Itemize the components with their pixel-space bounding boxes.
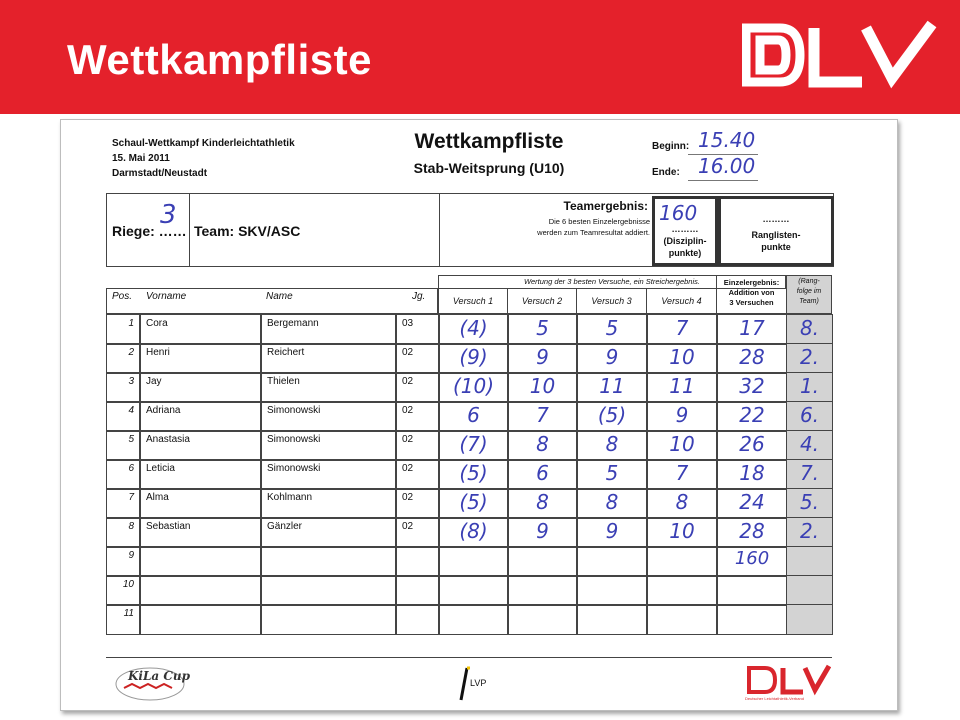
svg-text:KiLa Cup: KiLa Cup [128, 669, 190, 683]
table-cell-vorname [139, 401, 262, 432]
cell-text-pos: 2 [128, 347, 134, 358]
table-cell-jg [395, 401, 440, 432]
col-name: Name [266, 291, 293, 302]
handwritten-cell-text-v1: (7) [459, 432, 488, 456]
handwritten-cell-text-rank: 6. [799, 403, 820, 427]
handwritten-cell-text-rank: 7. [799, 461, 820, 485]
table-cell-rank [786, 401, 833, 432]
col-einzel-cell [716, 275, 787, 314]
cell-text-name: Kohlmann [267, 492, 313, 503]
col-einzel: Addition von [728, 288, 775, 297]
ranglistenpunkte-label: punkte [761, 242, 791, 252]
disziplinpunkte-label: punkte) [668, 248, 702, 258]
cell-text-pos: 3 [128, 376, 134, 387]
cell-text-jg: 03 [402, 318, 414, 329]
table-cell-v2 [507, 604, 578, 635]
handwritten-cell-text-sum: 26 [739, 432, 765, 456]
table-cell-v4 [646, 401, 718, 432]
table-cell-v3 [576, 575, 648, 606]
table-cell-rank [786, 459, 833, 490]
cell-text-pos: 8 [128, 521, 134, 532]
handwritten-cell-text-v1: (5) [459, 490, 488, 514]
dlv-logo [742, 20, 938, 90]
handwritten-cell-text-v3: 5 [605, 316, 619, 340]
cell-text-pos: 4 [128, 405, 134, 416]
event-location: Darmstadt/Neustadt [112, 168, 208, 179]
table-cell-sum [716, 459, 788, 490]
table-cell-v4 [646, 430, 718, 461]
cell-text-vorname: Anastasia [146, 434, 190, 445]
table-cell-jg [395, 517, 440, 548]
table-cell-sum [716, 430, 788, 461]
begin-label: Beginn: [652, 141, 690, 152]
cell-text-vorname: Cora [146, 318, 168, 329]
handwritten-cell-text-rank: 8. [799, 316, 820, 340]
teamergebnis-title: Teamergebnis: [563, 199, 648, 213]
begin-value: 15.40 [698, 128, 756, 152]
table-cell-vorname [139, 372, 262, 403]
table-cell-pos [106, 430, 141, 461]
cell-text-vorname: Jay [146, 376, 162, 387]
table-cell-rank [786, 575, 833, 606]
table-cell-v3 [576, 372, 648, 403]
table-cell-v3 [576, 459, 648, 490]
table-cell-v1 [438, 343, 509, 374]
table-cell-vorname [139, 343, 262, 374]
table-cell-sum [716, 343, 788, 374]
table-cell-pos [106, 546, 141, 577]
handwritten-cell-text-v3: 5 [605, 461, 619, 485]
end-label: Ende: [652, 167, 680, 178]
handwritten-cell-text-v3: 9 [605, 345, 619, 369]
table-cell-rank [786, 604, 833, 635]
disziplinpunkte-dots: ……… [671, 224, 699, 234]
table-cell-v1 [438, 401, 509, 432]
handwritten-cell-text-v1: (10) [452, 374, 495, 398]
cell-text-pos: 11 [123, 608, 134, 619]
event-date: 15. Mai 2011 [112, 153, 170, 164]
handwritten-cell-text-v2: 7 [536, 403, 549, 427]
sheet-title: Wettkampfliste [414, 130, 564, 153]
cell-text-pos: 9 [128, 550, 134, 561]
handwritten-cell-text-sum: 32 [739, 374, 765, 398]
cell-text-name: Thielen [267, 376, 300, 387]
table-cell-v4 [646, 372, 718, 403]
table-cell-v2 [507, 488, 578, 519]
table-cell-vorname [139, 314, 262, 345]
teamergebnis-note-line: Die 6 besten Einzelergebnisse [548, 217, 650, 226]
handwritten-cell-text-rank: 5. [799, 490, 820, 514]
handwritten-cell-text-sum: 22 [739, 403, 765, 427]
cell-text-vorname: Alma [146, 492, 169, 503]
table-cell-v1 [438, 604, 509, 635]
handwritten-cell-text-v1: (9) [459, 345, 488, 369]
cell-text-name: Reichert [267, 347, 305, 358]
cell-text-vorname: Sebastian [146, 521, 191, 532]
handwritten-cell-text-v2: 8 [536, 490, 549, 514]
table-cell-sum [716, 546, 788, 577]
handwritten-cell-text-sum: 28 [739, 519, 765, 543]
cell-text-jg: 02 [402, 434, 414, 445]
handwritten-cell-text-v4: 10 [669, 519, 695, 543]
table-cell-rank [786, 372, 833, 403]
handwritten-cell-text-sum: 18 [739, 461, 765, 485]
handwritten-cell-text-v2: 5 [536, 316, 549, 340]
handwritten-cell-text-v2: 9 [536, 345, 549, 369]
table-cell-rank [786, 546, 833, 577]
handwritten-cell-text-rank: 2. [799, 519, 820, 543]
table-cell-v1 [438, 546, 509, 577]
table-cell-v3 [576, 430, 648, 461]
table-cell-pos [106, 604, 141, 635]
cell-text-name: Gänzler [267, 521, 303, 532]
table-cell-v2 [507, 372, 578, 403]
table-cell-name [260, 372, 397, 403]
table-cell-rank [786, 430, 833, 461]
wertung-header: Wertung der 3 besten Versuche, ein Streichergebnis. [524, 277, 700, 286]
col-vorname: Vorname [146, 291, 187, 302]
col-rang: folge im [796, 288, 822, 295]
handwritten-cell-text-v4: 10 [669, 432, 695, 456]
cell-text-name: Simonowski [267, 463, 321, 474]
col-einzel: 3 Versuchen [729, 298, 774, 307]
table-cell-jg [395, 314, 440, 345]
table-cell-vorname [139, 459, 262, 490]
handwritten-cell-text-rank: 4. [799, 432, 820, 456]
svg-text:LVP: LVP [470, 678, 487, 688]
handwritten-cell-text-rank: 1. [799, 374, 820, 398]
handwritten-cell-text-sum: 160 [734, 548, 770, 569]
col-v4-cell [646, 288, 717, 314]
table-cell-name [260, 488, 397, 519]
cell-text-name: Simonowski [267, 405, 321, 416]
cell-text-jg: 02 [402, 521, 414, 532]
table-cell-v2 [507, 546, 578, 577]
footer-divider [106, 657, 832, 658]
disziplinpunkte-label: (Disziplin- [663, 236, 707, 246]
table-cell-v3 [576, 517, 648, 548]
handwritten-cell-text-v1: (5) [459, 461, 488, 485]
handwritten-cell-text-sum: 17 [739, 316, 765, 340]
handwritten-cell-text-v3: 11 [599, 374, 625, 398]
table-cell-v4 [646, 459, 718, 490]
table-cell-v2 [507, 459, 578, 490]
handwritten-cell-text-v2: 10 [529, 374, 556, 398]
col-rang: Team) [799, 298, 819, 305]
cell-text-pos: 10 [122, 579, 134, 590]
table-cell-v2 [507, 517, 578, 548]
event-info [112, 136, 295, 181]
table-cell-pos [106, 488, 141, 519]
table-cell-v2 [507, 575, 578, 606]
handwritten-cell-text-v2: 8 [536, 432, 549, 456]
table-cell-jg [395, 488, 440, 519]
table-cell-v3 [576, 401, 648, 432]
table-cell-v3 [576, 314, 648, 345]
table-cell-rank [786, 488, 833, 519]
col-rang: (Rang- [798, 278, 820, 285]
table-cell-v2 [507, 314, 578, 345]
handwritten-cell-text-sum: 28 [739, 345, 765, 369]
col-rang-cell [786, 275, 832, 314]
table-cell-v3 [576, 343, 648, 374]
handwritten-cell-text-v1: (8) [459, 519, 488, 543]
cell-text-pos: 5 [128, 434, 134, 445]
table-cell-jg [395, 459, 440, 490]
teamergebnis-note [500, 216, 650, 238]
table-cell-rank [786, 517, 833, 548]
table-cell-v4 [646, 604, 718, 635]
cell-text-pos: 7 [128, 492, 134, 503]
handwritten-cell-text-v3: (5) [597, 403, 627, 427]
table-cell-sum [716, 575, 788, 606]
sheet-subtitle: Stab-Weitsprung (U10) [413, 160, 565, 176]
table-cell-v4 [646, 343, 718, 374]
table-cell-name [260, 314, 397, 345]
handwritten-cell-text-v2: 9 [536, 519, 549, 543]
table-cell-sum [716, 401, 788, 432]
cell-text-name: Bergemann [267, 318, 319, 329]
table-cell-jg [395, 343, 440, 374]
handwritten-cell-text-v3: 8 [605, 432, 619, 456]
table-cell-pos [106, 372, 141, 403]
end-value: 16.00 [698, 154, 756, 178]
teamergebnis-note-line: werden zum Teamresultat addiert. [537, 228, 650, 237]
cell-text-jg: 02 [402, 463, 414, 474]
table-cell-pos [106, 575, 141, 606]
col-v2-cell [507, 288, 577, 314]
ranglistenpunkte-box [718, 196, 834, 266]
table-cell-rank [786, 343, 833, 374]
table-cell-jg [395, 604, 440, 635]
handwritten-cell-text-v4: 7 [675, 461, 689, 485]
table-cell-jg [395, 546, 440, 577]
table-cell-name [260, 459, 397, 490]
riege-label: Riege: …… [112, 223, 187, 239]
riege-value: 3 [160, 200, 177, 230]
table-cell-name [260, 343, 397, 374]
handwritten-cell-text-v4: 9 [675, 403, 689, 427]
dlv-footer-logo [745, 664, 831, 702]
table-cell-jg [395, 372, 440, 403]
table-cell-name [260, 517, 397, 548]
table-cell-v1 [438, 430, 509, 461]
svg-text:Deutscher Leichtathletik-Verba: Deutscher Leichtathletik-Verband [745, 696, 804, 701]
handwritten-cell-text-v4: 10 [669, 345, 695, 369]
table-cell-jg [395, 430, 440, 461]
table-cell-v1 [438, 314, 509, 345]
table-cell-v1 [438, 517, 509, 548]
cell-text-name: Simonowski [267, 434, 321, 445]
handwritten-cell-text-v1: 6 [467, 403, 480, 427]
table-cell-pos [106, 517, 141, 548]
table-cell-pos [106, 459, 141, 490]
cell-text-jg: 02 [402, 492, 414, 503]
col-v1: Versuch 1 [452, 296, 494, 306]
table-cell-pos [106, 314, 141, 345]
table-cell-v3 [576, 546, 648, 577]
end-line [688, 180, 758, 181]
handwritten-cell-text-v2: 6 [536, 461, 549, 485]
lvp-logo [458, 664, 498, 702]
table-cell-name [260, 604, 397, 635]
event-name: Schaul-Wettkampf Kinderleichtathletik [112, 138, 295, 149]
table-cell-sum [716, 314, 788, 345]
table-cell-vorname [139, 430, 262, 461]
table-cell-vorname [139, 517, 262, 548]
cell-text-jg: 02 [402, 376, 414, 387]
table-cell-vorname [139, 575, 262, 606]
disziplinpunkte-value: 160 [659, 201, 698, 225]
team-divider [189, 194, 190, 266]
table-cell-name [260, 401, 397, 432]
table-cell-pos [106, 343, 141, 374]
table-cell-name [260, 546, 397, 577]
kila-cup-logo [110, 662, 190, 704]
cell-text-jg: 02 [402, 405, 414, 416]
table-cell-v1 [438, 459, 509, 490]
table-cell-v1 [438, 372, 509, 403]
table-cell-rank [786, 314, 833, 345]
table-cell-v2 [507, 430, 578, 461]
table-cell-v4 [646, 546, 718, 577]
disziplinpunkte-box [652, 196, 718, 266]
table-cell-v1 [438, 575, 509, 606]
col-pos: Pos. [112, 291, 133, 302]
handwritten-cell-text-v4: 7 [675, 316, 689, 340]
table-cell-vorname [139, 488, 262, 519]
table-cell-vorname [139, 604, 262, 635]
handwritten-cell-text-v4: 11 [669, 374, 695, 398]
handwritten-cell-text-v1: (4) [459, 316, 488, 340]
table-cell-sum [716, 517, 788, 548]
col-v3: Versuch 3 [591, 296, 632, 306]
table-cell-jg [395, 575, 440, 606]
col-v1-cell [438, 288, 508, 314]
table-cell-pos [106, 401, 141, 432]
results-table [106, 275, 832, 643]
col-jg: Jg. [412, 291, 426, 302]
table-cell-v2 [507, 343, 578, 374]
col-v4: Versuch 4 [661, 296, 702, 306]
team-divider [439, 194, 440, 266]
ranglistenpunkte-dots: ……… [762, 214, 790, 224]
table-cell-name [260, 575, 397, 606]
handwritten-cell-text-v3: 9 [605, 519, 619, 543]
table-cell-v2 [507, 401, 578, 432]
cell-text-pos: 1 [128, 318, 134, 329]
col-v2: Versuch 2 [521, 296, 563, 306]
table-cell-v4 [646, 314, 718, 345]
handwritten-cell-text-rank: 2. [799, 345, 820, 369]
cell-text-vorname: Leticia [146, 463, 175, 474]
cell-text-vorname: Henri [146, 347, 170, 358]
handwritten-cell-text-v3: 8 [605, 490, 619, 514]
table-cell-v1 [438, 488, 509, 519]
table-cell-v4 [646, 488, 718, 519]
handwritten-cell-text-v4: 8 [675, 490, 689, 514]
table-cell-sum [716, 604, 788, 635]
col-v3-cell [576, 288, 647, 314]
ranglistenpunkte-label: Ranglisten- [751, 230, 801, 240]
table-cell-v3 [576, 604, 648, 635]
table-cell-v4 [646, 517, 718, 548]
slide-title: Wettkampfliste [67, 36, 372, 83]
cell-text-vorname: Adriana [146, 405, 181, 416]
cell-text-jg: 02 [402, 347, 414, 358]
handwritten-cell-text-sum: 24 [739, 490, 765, 514]
table-cell-sum [716, 488, 788, 519]
col-einzel: Einzelergebnis: [723, 278, 780, 287]
team-name: Team: SKV/ASC [194, 223, 301, 239]
table-cell-name [260, 430, 397, 461]
table-cell-v3 [576, 488, 648, 519]
table-cell-v4 [646, 575, 718, 606]
cell-text-pos: 6 [128, 463, 134, 474]
table-cell-vorname [139, 546, 262, 577]
table-cell-sum [716, 372, 788, 403]
